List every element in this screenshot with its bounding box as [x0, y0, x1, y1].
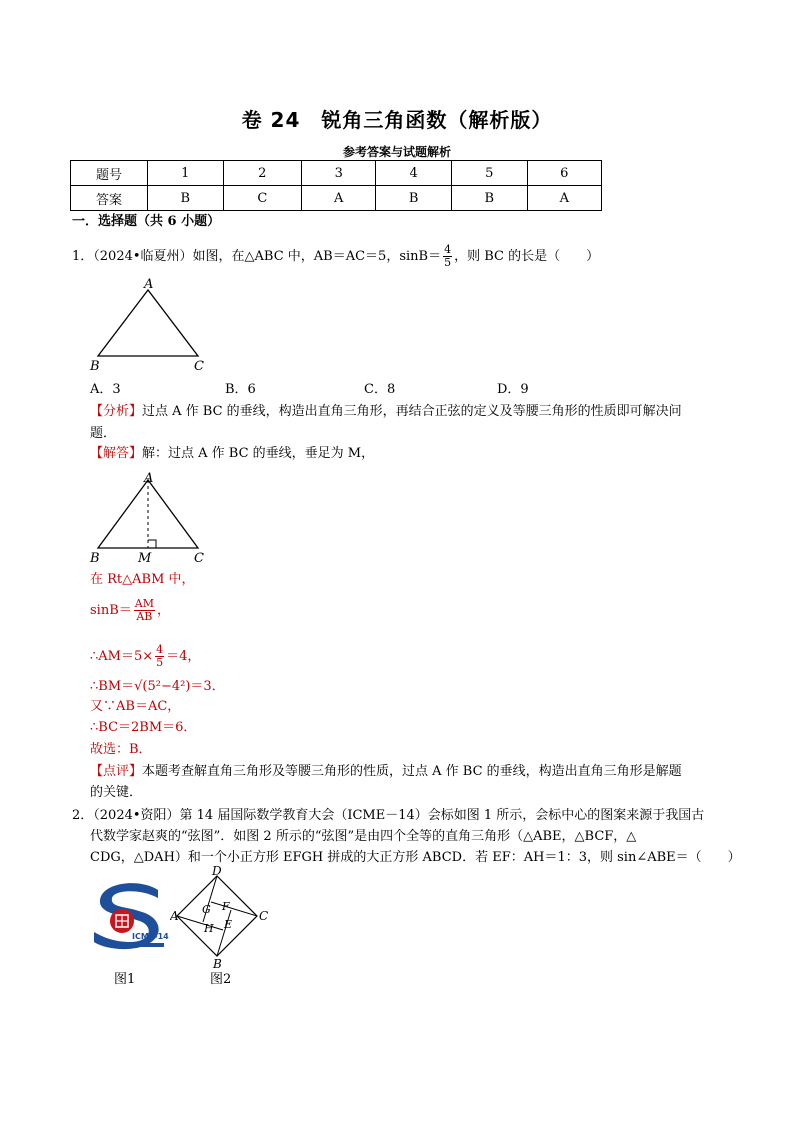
logo-text: ICME-14: [132, 932, 169, 941]
table-cell: B: [376, 186, 452, 211]
table-cell: C: [223, 186, 301, 211]
vertex-label: A: [144, 471, 154, 486]
solution-line: [90, 444, 374, 464]
fraction-numerator: 4: [156, 643, 164, 656]
fraction: [134, 598, 155, 623]
table-cell: 题号: [71, 161, 148, 186]
figure-caption: 图1: [114, 972, 136, 987]
vertex-label: G: [202, 903, 211, 916]
table-cell: A: [527, 186, 601, 211]
question-2-line: CDG，△DAH）和一个小正方形 EFGH 拼成的大正方形 ABCD．若 EF：AH＝1：3，则 sin∠ABE＝（ ）: [90, 850, 741, 865]
solution-step: 又∵AB＝AC，: [90, 699, 181, 714]
vertex-label: A: [170, 909, 179, 923]
option-c: C．8: [364, 382, 396, 397]
analysis-line: [90, 402, 682, 422]
table-cell: 3: [302, 161, 376, 186]
vertex-label: E: [224, 918, 233, 931]
table-cell: 5: [452, 161, 528, 186]
page-subtitle: 参考答案与试题解析: [342, 145, 451, 159]
triangle-figure-1: [86, 276, 216, 376]
vertex-label: D: [212, 866, 222, 878]
step-part: sinB＝: [90, 603, 132, 618]
q1-stem-part: 1．（2024•临夏州）如图，在△ABC 中，AB＝AC＝5，sinB＝: [72, 249, 442, 264]
analysis-tag: 【分析】: [90, 404, 143, 419]
solution-step: 故选：B．: [90, 742, 152, 757]
step-part: ∴AM＝5×: [90, 649, 154, 664]
solution-step: 在 Rt△ABM 中，: [90, 572, 195, 587]
solution-step: ∴BM＝√(5²−4²)＝3．: [90, 679, 225, 694]
comment-line: 的关键．: [90, 785, 143, 800]
solution-tag: 【解答】: [90, 446, 143, 461]
vertex-label: B: [90, 359, 100, 374]
option-d: D．9: [497, 382, 529, 397]
page-title: 卷 24 锐角三角函数（解析版）: [241, 108, 553, 132]
fraction-denominator: 5: [156, 656, 164, 669]
table-row: [71, 161, 602, 186]
step-part: ＝4，: [166, 649, 201, 664]
question-2-line: 代数学家赵爽的“弦图”．如图 2 所示的“弦图”是由四个全等的直角三角形（△ABE，△BCF，△: [90, 829, 637, 844]
table-cell: B: [148, 186, 224, 211]
zhao-shuang-diagram: [170, 866, 270, 970]
table-cell: 1: [148, 161, 224, 186]
fraction-denominator: 5: [444, 256, 452, 269]
analysis-line: 题．: [90, 426, 117, 441]
answer-table: [70, 160, 602, 211]
fraction: [443, 244, 452, 269]
triangle-figure-2: [86, 470, 216, 566]
fraction: [155, 644, 164, 669]
vertex-label: C: [194, 551, 204, 566]
fraction-denominator: AB: [136, 610, 153, 623]
solution-text: 解：过点 A 作 BC 的垂线，垂足为 M，: [142, 446, 375, 461]
table-cell: 答案: [71, 186, 148, 211]
vertex-label: B: [90, 551, 100, 566]
table-cell: 4: [376, 161, 452, 186]
q1-stem-part: ，则 BC 的长是（ ）: [454, 249, 600, 264]
question-2-line: 2．（2024•资阳）第 14 届国际数学教育大会（ICME－14）会标如图 1 所示，会标中心的图案来源于我国古: [72, 808, 705, 823]
table-cell: A: [302, 186, 376, 211]
solution-step: [90, 598, 170, 623]
solution-step: [90, 644, 200, 669]
comment-line: [90, 762, 682, 782]
figure-caption: 图2: [210, 972, 232, 987]
section-heading: 一．选择题（共 6 小题）: [72, 214, 221, 229]
vertex-label: H: [204, 922, 214, 935]
comment-tag: 【点评】: [90, 764, 143, 779]
table-cell: 6: [527, 161, 601, 186]
vertex-label: C: [194, 359, 204, 374]
vertex-label: M: [138, 551, 152, 566]
table-row: [71, 186, 602, 211]
vertex-label: B: [213, 957, 222, 970]
vertex-label: C: [259, 909, 269, 923]
fraction-numerator: AM: [134, 597, 154, 610]
analysis-text: 过点 A 作 BC 的垂线，构造出直角三角形，再结合正弦的定义及等腰三角形的性质即可解决问: [142, 404, 682, 419]
fraction-numerator: 4: [444, 243, 452, 256]
table-cell: B: [452, 186, 528, 211]
step-part: ，: [156, 603, 170, 618]
option-b: B．6: [225, 382, 256, 397]
table-cell: 2: [223, 161, 301, 186]
question-1-stem: [72, 244, 599, 269]
icme-logo: [88, 876, 180, 960]
option-a: A．3: [90, 382, 121, 397]
vertex-label: A: [144, 277, 154, 292]
vertex-label: F: [222, 900, 230, 913]
comment-text: 本题考查解直角三角形及等腰三角形的性质，过点 A 作 BC 的垂线，构造出直角三角形是解题: [142, 764, 682, 779]
solution-step: ∴BC＝2BM＝6．: [90, 720, 197, 735]
